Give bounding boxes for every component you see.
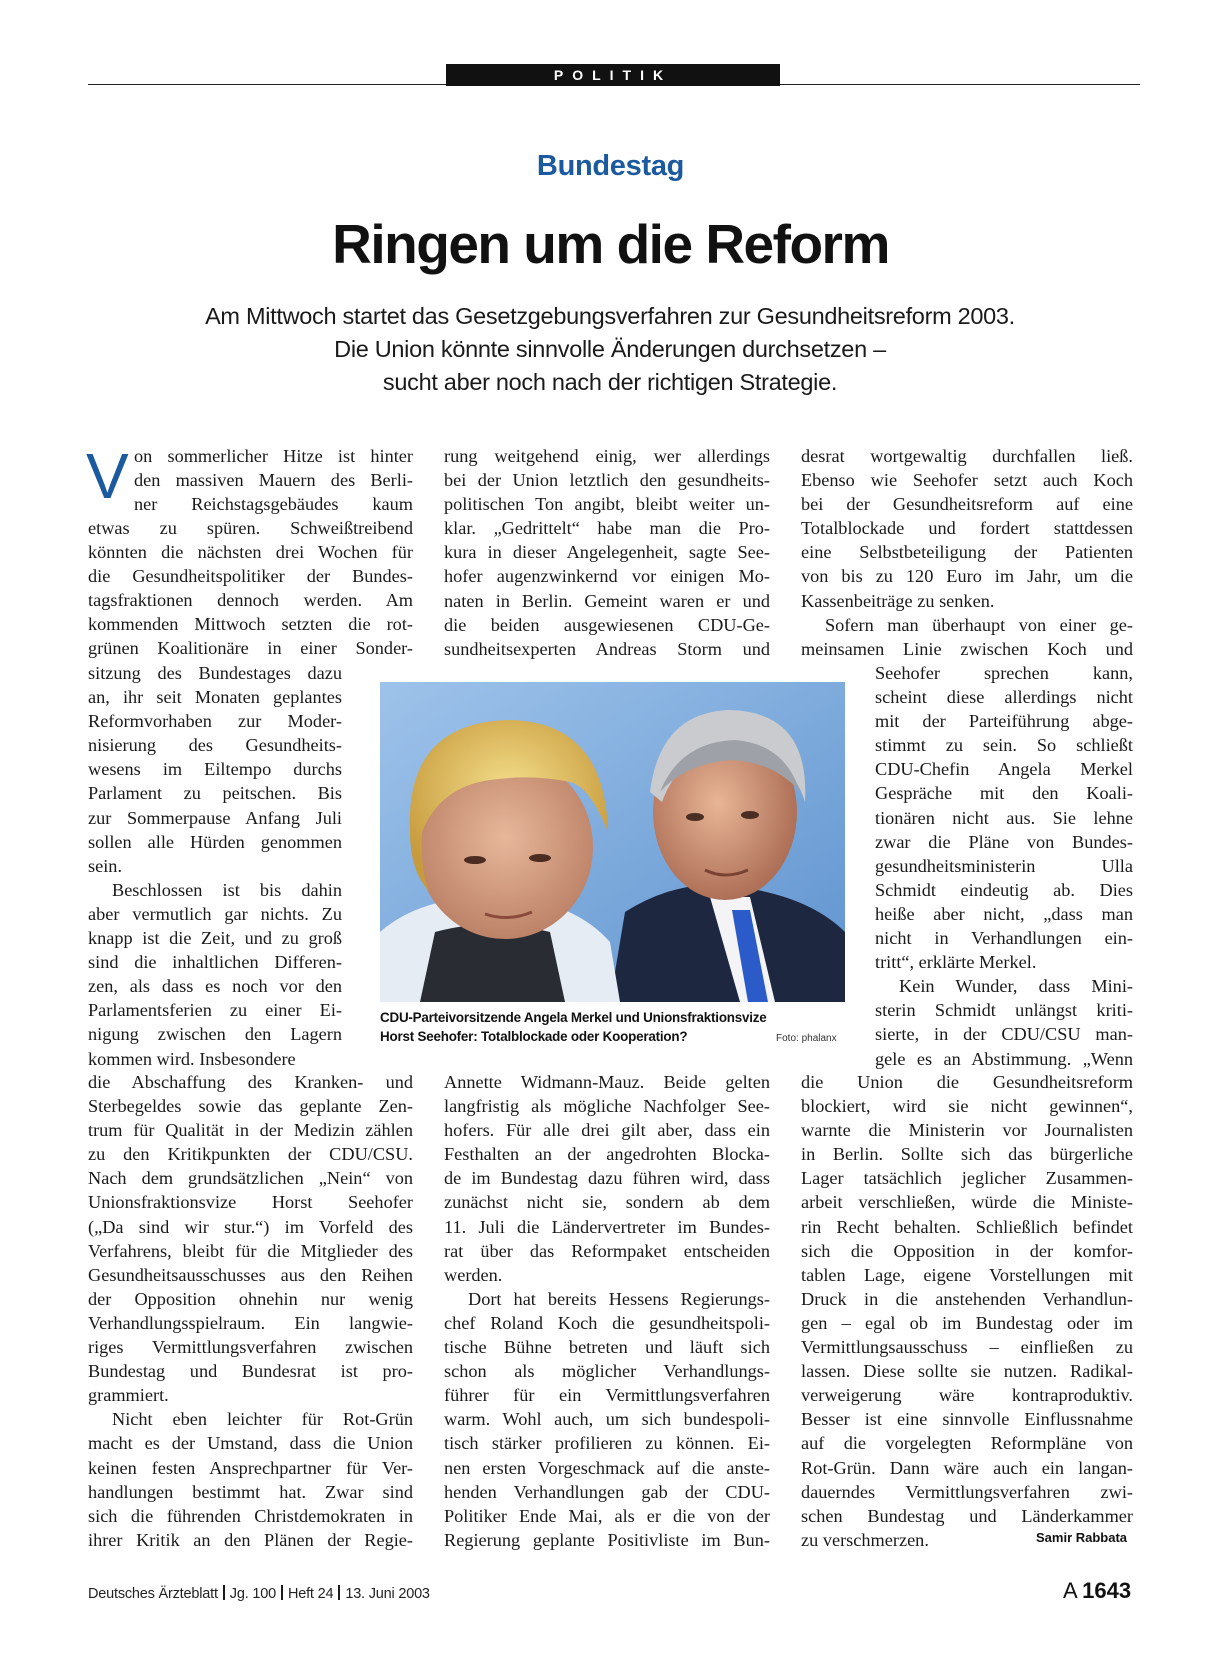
text-line: rat über das Reformpaket entscheiden	[444, 1240, 770, 1261]
text-line: die Union die Gesundheitsreform	[801, 1072, 1133, 1092]
text-line: grammiert.	[88, 1385, 169, 1406]
text-line: ihrer Kritik an den Plänen der Regie-	[88, 1529, 413, 1550]
text-line: hofer augenzwinkernd vor einigen Mo-	[444, 566, 770, 587]
text-line: bei der Gesundheitsreform auf eine	[801, 494, 1133, 515]
text-line: tagsfraktionen dennoch werden. Am	[88, 590, 413, 611]
text-line: klar. „Gedrittelt“ habe man die Pro-	[444, 518, 770, 539]
text-line: warm. Wohl auch, um sich bundespoli-	[444, 1409, 770, 1430]
text-line: werden.	[444, 1264, 503, 1285]
text-line: zu den Kritikpunkten der CDU/CSU.	[88, 1144, 413, 1165]
col3-narrow	[875, 661, 1133, 1071]
text-line: nigung zwischen den Lagern	[88, 1024, 342, 1045]
text-line: sitzung des Bundestages dazu	[88, 663, 342, 683]
text-line: grünen Koalitionäre in einer Sonder-	[88, 638, 413, 659]
text-line: hofers. Für alle drei gilt aber, dass ein	[444, 1120, 770, 1141]
footer-separator	[223, 1585, 225, 1600]
text-line: mit der Parteiführung abge-	[875, 711, 1133, 732]
text-line: Reformvorhaben zur Moder-	[88, 711, 342, 732]
col2-top	[444, 444, 770, 661]
text-line: gesundheitsministerin Ulla	[875, 855, 1133, 876]
caption-line: CDU-Parteivorsitzende Angela Merkel und Unionsfraktionsvize	[380, 1010, 767, 1025]
text-line: verweigerung wäre kontraproduktiv.	[801, 1385, 1133, 1406]
col3-bottom	[801, 1070, 1133, 1552]
text-line: könnten die nächsten drei Wochen für	[88, 542, 413, 563]
text-line: handlungen bestimmt hat. Zwar sind	[88, 1481, 413, 1502]
text-line: Annette Widmann-Mauz. Beide gelten	[444, 1072, 770, 1092]
text-line: macht es der Umstand, dass die Union	[88, 1433, 413, 1454]
text-line: sein.	[88, 855, 123, 876]
journal-issue: Heft 24	[287, 1586, 334, 1602]
text-line: Beschlossen ist bis dahin	[112, 879, 342, 900]
text-line: 11. Juli die Ländervertreter im Bundes-	[444, 1216, 770, 1237]
text-line: zur Sommerpause Anfang Juli	[88, 807, 342, 828]
text-line: die beiden ausgewiesenen CDU-Ge-	[444, 614, 770, 635]
lede	[110, 300, 1110, 399]
author-byline: Samir Rabbata	[1036, 1530, 1128, 1545]
text-line: zwar die Pläne von Bundes-	[875, 831, 1133, 852]
text-line: zu verschmerzen.	[801, 1529, 929, 1550]
lede-line: Am Mittwoch startet das Gesetzgebungsverfahren zur Gesundheitsreform 2003.	[205, 303, 1015, 329]
text-line: aber vermutlich gar nichts. Zu	[88, 903, 342, 924]
text-line: Politiker Ende Mai, als er die von der	[444, 1505, 770, 1526]
journal-name: Deutsches Ärzteblatt	[88, 1586, 218, 1602]
text-line: etwas zu spüren. Schweißtreibend	[88, 518, 413, 538]
caption-line: Horst Seehofer: Totalblockade oder Kooperation?	[380, 1029, 688, 1044]
text-line: sind die inhaltlichen Differen-	[88, 952, 342, 973]
text-line: zen, als dass es noch vor den	[88, 976, 342, 997]
text-line: in Berlin. Sollte sich das bürgerliche	[801, 1144, 1133, 1165]
col1-top	[134, 444, 413, 516]
text-line: Gespräche mit den Koali-	[875, 783, 1133, 804]
text-line: sundheitsexperten Andreas Storm und	[444, 638, 770, 659]
text-line: dauerndes Vermittlungsverfahren zwi-	[801, 1481, 1133, 1502]
page-prefix: A	[1063, 1578, 1078, 1603]
kicker: Bundestag	[536, 150, 685, 182]
text-line: an, ihr seit Monaten geplantes	[88, 687, 342, 708]
text-line: Druck in die anstehenden Verhandlun-	[801, 1288, 1133, 1309]
text-line: desrat wortgewaltig durchfallen ließ.	[801, 446, 1133, 466]
text-line: politischen Ton angibt, bleibt weiter un-	[444, 494, 770, 515]
text-line: rung weitgehend einig, wer allerdings	[444, 446, 770, 466]
journal-date: 13. Juni 2003	[345, 1586, 430, 1602]
col2-bottom	[444, 1070, 770, 1552]
text-line: wesens im Eiltempo durchs	[88, 759, 342, 780]
text-line: CDU-Chefin Angela Merkel	[875, 759, 1133, 780]
text-line: Besser ist eine sinnvolle Einflussnahme	[801, 1409, 1133, 1430]
drop-cap: V	[86, 440, 129, 512]
text-line: Dort hat bereits Hessens Regierungs-	[468, 1288, 770, 1309]
news-photo	[380, 682, 845, 1002]
text-line: stimmt zu sein. So schließt	[875, 735, 1133, 756]
text-line: heiße aber nicht, „dass man	[875, 903, 1133, 924]
text-line: führer für ein Vermittlungsverfahren	[444, 1385, 770, 1406]
text-line: Unionsfraktionsvize Horst Seehofer	[88, 1192, 413, 1213]
text-line: henden Verhandlungen gab der CDU-	[444, 1481, 770, 1502]
footer-info	[88, 1585, 430, 1602]
text-line: tische Bühne betreten und läuft sich	[444, 1337, 770, 1358]
text-line: chef Roland Koch die gesundheitspoli-	[444, 1312, 770, 1333]
text-line: bei der Union letztlich den gesundheits-	[444, 470, 770, 491]
text-line: trum für Qualität in der Medizin zählen	[88, 1120, 413, 1141]
text-line: kommenden Mittwoch setzten die rot-	[88, 614, 413, 635]
text-line: warnte die Ministerin vor Journalisten	[801, 1120, 1133, 1141]
text-line: nicht in Verhandlungen ein-	[875, 928, 1133, 949]
page-title: Ringen um die Reform	[332, 213, 889, 275]
text-line: („Da sind wir stur.“) im Vorfeld des	[88, 1216, 413, 1237]
lede-line: Die Union könnte sinnvolle Änderungen durchsetzen –	[334, 336, 886, 362]
text-line: die Gesundheitspolitiker der Bundes-	[88, 566, 413, 587]
text-line: kommen wird. Insbesondere	[88, 1048, 296, 1069]
text-line: nen ersten Vorgeschmack auf die anste-	[444, 1457, 770, 1478]
text-line: keinen festen Ansprechpartner für Ver-	[88, 1457, 413, 1478]
text-line: der Opposition ohnehin nur wenig	[88, 1288, 413, 1309]
text-line: Rot-Grün. Dann wäre auch ein langan-	[801, 1457, 1133, 1478]
text-line: Schmidt eindeutig ab. Dies	[875, 879, 1133, 900]
text-line: Regierung geplante Positivliste im Bun-	[444, 1529, 770, 1550]
text-line: Verhandlungsspielraum. Ein langwie-	[88, 1312, 413, 1333]
text-line: sollen alle Hürden genommen	[88, 831, 342, 852]
text-line: Parlamentsferien zu einer Ei-	[88, 1000, 342, 1021]
text-line: tionären nicht aus. Sie lehne	[875, 807, 1133, 828]
text-line: sich die führenden Christdemokraten in	[88, 1505, 413, 1526]
text-line: sterin Schmidt unlängst kriti-	[875, 1000, 1133, 1021]
text-line: tritt“, erklärte Merkel.	[875, 952, 1037, 973]
section-label: POLITIK	[446, 64, 780, 86]
text-line: lassen. Diese sollte sie nutzen. Radikal-	[801, 1361, 1133, 1382]
text-line: nisierung des Gesundheits-	[88, 735, 342, 756]
col1-narrow	[88, 661, 342, 1071]
text-line: Bundestag und Bundesrat ist pro-	[88, 1361, 413, 1382]
text-line: von bis zu 120 Euro im Jahr, um die	[801, 566, 1133, 587]
text-line: Lager tatsächlich jeglicher Zusammen-	[801, 1168, 1133, 1189]
text-line: rin Recht behalten. Schließlich befindet	[801, 1216, 1133, 1237]
text-line: Vermittlungsausschuss – einfließen zu	[801, 1337, 1133, 1358]
text-line: sierte, in der CDU/CSU man-	[875, 1024, 1133, 1045]
text-line: knapp ist die Zeit, und zu groß	[88, 928, 342, 949]
text-line: ner Reichstagsgebäudes kaum	[134, 494, 413, 515]
text-line: riges Vermittlungsverfahren zwischen	[88, 1337, 413, 1358]
text-line: on sommerlicher Hitze ist hinter	[134, 446, 413, 466]
text-line: schen Bundestag und Länderkammer	[801, 1505, 1133, 1526]
text-line: Kassenbeiträge zu senken.	[801, 590, 995, 611]
text-line: de im Bundestag dazu führen wird, dass	[444, 1168, 770, 1189]
text-line: Parlament zu peitschen. Bis	[88, 783, 342, 804]
text-line: den massiven Mauern des Berli-	[134, 470, 413, 491]
text-line: gen – egal ob im Bundestag oder im	[801, 1312, 1133, 1333]
page-number-value: 1643	[1082, 1578, 1132, 1603]
text-line: Nicht eben leichter für Rot-Grün	[112, 1409, 413, 1430]
text-line: gele es an Abstimmung. „Wenn	[875, 1048, 1133, 1069]
text-line: Sterbegeldes sowie das geplante Zen-	[88, 1096, 413, 1117]
photo-credit: Foto: phalanx	[776, 1033, 837, 1044]
footer-separator	[338, 1585, 340, 1600]
text-line: sich die Opposition in der komfor-	[801, 1240, 1133, 1261]
text-line: naten in Berlin. Gemeint waren er und	[444, 590, 770, 611]
text-line: zunächst nicht sie, sondern ab dem	[444, 1192, 770, 1213]
text-line: Festhalten an der angedrohten Blocka-	[444, 1144, 770, 1165]
text-line: Ebenso wie Seehofer setzt auch Koch	[801, 470, 1133, 491]
text-line: Kein Wunder, dass Mini-	[899, 976, 1133, 997]
text-line: blockiert, wird sie nicht gewinnen“,	[801, 1096, 1133, 1117]
text-line: Sofern man überhaupt von einer ge-	[825, 614, 1133, 635]
journal-volume: Jg. 100	[229, 1586, 276, 1602]
text-line: Gesundheitsausschusses aus den Reihen	[88, 1264, 413, 1285]
text-line: tisch stärker profilieren zu können. Ei-	[444, 1433, 770, 1454]
text-line: eine Selbstbeteiligung der Patienten	[801, 542, 1133, 563]
text-line: schon als möglicher Verhandlungs-	[444, 1361, 770, 1382]
col3-top	[801, 444, 1133, 661]
text-line: langfristig als mögliche Nachfolger See-	[444, 1096, 770, 1117]
text-line: auf die vorgelegten Reformpläne von	[801, 1433, 1133, 1454]
text-line: kura in dieser Angelegenheit, sagte See-	[444, 542, 770, 563]
text-line: tablen Lage, eigene Vorstellungen mit	[801, 1264, 1133, 1285]
footer-separator	[281, 1585, 283, 1600]
col1-bottom	[88, 1070, 413, 1552]
text-line: arbeit verschließen, würde die Ministe-	[801, 1192, 1133, 1213]
lede-line: sucht aber noch nach der richtigen Strategie.	[382, 369, 838, 395]
text-line: scheint diese allerdings nicht	[875, 687, 1133, 708]
text-line: Seehofer sprechen kann,	[875, 663, 1133, 683]
text-line: Verfahrens, bleibt für die Mitglieder des	[88, 1240, 413, 1261]
text-line: meinsamen Linie zwischen Koch und	[801, 638, 1133, 659]
text-line: Totalblockade und fordert stattdessen	[801, 518, 1133, 539]
text-line: Nach dem grundsätzlichen „Nein“ von	[88, 1168, 413, 1189]
text-line: die Abschaffung des Kranken- und	[88, 1072, 413, 1092]
col1-mid	[88, 516, 413, 661]
page-number	[1063, 1578, 1131, 1604]
